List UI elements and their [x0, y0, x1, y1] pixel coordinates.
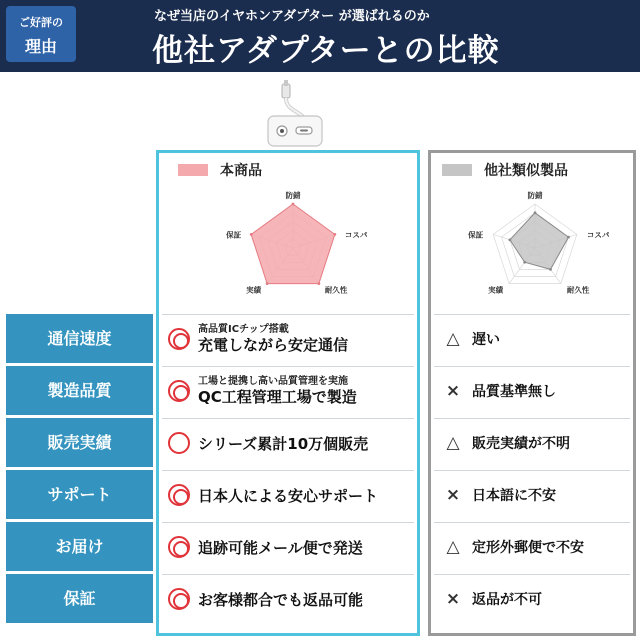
competitor-cell	[434, 522, 630, 571]
competitor-radar-point	[523, 261, 526, 264]
row-label: サポート	[6, 470, 153, 519]
cell-main-text: 追跡可能メール便で発送	[198, 538, 363, 557]
row-label: 製造品質	[6, 366, 153, 415]
triangle-mark-icon: △	[446, 537, 460, 557]
our-product-cell	[162, 574, 414, 623]
competitor-radar-axis-label: 保証	[468, 230, 484, 240]
our-product-cell-text	[198, 537, 363, 558]
row-label: 保証	[6, 574, 153, 623]
our-radar-axis-label: 実績	[246, 285, 262, 295]
our-product-cell	[162, 522, 414, 571]
cross-mark-icon: ×	[445, 381, 461, 401]
our-product-radar-chart	[218, 182, 368, 304]
competitor-radar-data-polygon	[510, 213, 569, 270]
row-label: 通信速度	[6, 314, 153, 363]
our-radar-point	[333, 233, 336, 236]
competitor-radar-chart	[460, 182, 610, 304]
cross-mark-icon: ×	[445, 485, 461, 505]
competitor-radar-axis-label: 実績	[488, 285, 504, 295]
cell-main-text: お客様都合でも返品可能	[198, 590, 364, 609]
competitor-cell	[434, 418, 630, 467]
competitor-cell	[434, 366, 630, 415]
competitor-cell-text: 販売実績が不明	[472, 436, 570, 452]
our-product-legend	[178, 160, 262, 180]
pink-swatch	[178, 164, 208, 176]
competitor-legend	[442, 160, 568, 180]
cell-subtext: 高品質ICチップ搭載	[198, 324, 289, 335]
our-product-cell	[162, 314, 414, 363]
competitor-radar-axis-label: コスパ	[586, 230, 610, 240]
double-circle-mark-icon	[168, 380, 190, 402]
cell-main-text: シリーズ累計10万個販売	[198, 434, 369, 453]
competitor-cell	[434, 470, 630, 519]
double-circle-mark-icon	[168, 536, 190, 558]
competitor-radar-point	[534, 211, 537, 214]
cell-subtext: 工場と提携し高い品質管理を実施	[198, 376, 348, 387]
badge-line1: ご好評の	[19, 16, 63, 29]
header-banner	[0, 0, 640, 72]
competitor-cell-text: 品質基準無し	[472, 384, 556, 400]
triangle-mark-icon: △	[446, 433, 460, 453]
our-product-cell-text	[198, 485, 378, 506]
header-subtitle: なぜ当店のイヤホンアダプター が選ばれるのか	[154, 9, 430, 24]
competitor-radar-point	[567, 236, 570, 239]
gray-swatch	[442, 164, 472, 176]
usb-c-audio-adapter-icon	[262, 80, 332, 150]
our-product-cell-text	[198, 375, 357, 407]
our-product-cell-text	[198, 433, 368, 454]
our-radar-axis-label: 耐久性	[324, 285, 348, 295]
our-radar-axis-label: 防錆	[285, 191, 301, 200]
competitor-radar-point	[508, 238, 511, 241]
double-circle-mark-icon	[168, 588, 190, 610]
our-radar-data-polygon	[251, 204, 335, 284]
competitor-label: 他社類似製品	[484, 163, 568, 179]
our-radar-point	[266, 282, 269, 285]
our-product-cell	[162, 470, 414, 519]
cross-mark-icon: ×	[445, 589, 461, 609]
competitor-radar-axis-label: 防錆	[527, 191, 543, 200]
circle-mark-icon	[168, 432, 190, 454]
our-radar-point	[317, 282, 320, 285]
reason-badge	[6, 6, 76, 62]
our-product-cell	[162, 366, 414, 415]
competitor-radar-axis-label: 耐久性	[566, 285, 590, 295]
cell-main-text: 充電しながら安定通信	[198, 336, 349, 354]
our-product-cell-text	[198, 323, 348, 355]
our-product-label: 本商品	[220, 163, 262, 179]
competitor-cell-text: 日本語に不安	[472, 488, 556, 504]
our-product-cell	[162, 418, 414, 467]
triangle-mark-icon: △	[446, 329, 460, 349]
competitor-cell-text: 遅い	[472, 332, 500, 348]
our-radar-axis-label: 保証	[226, 230, 242, 240]
row-label: お届け	[6, 522, 153, 571]
our-radar-point	[292, 203, 295, 206]
our-product-cell-text	[198, 589, 363, 610]
competitor-cell-text: 返品が不可	[472, 592, 542, 608]
competitor-cell	[434, 574, 630, 623]
page-title: 他社アダプターとの比較	[152, 33, 500, 69]
double-circle-mark-icon	[168, 328, 190, 350]
badge-line2: 理由	[24, 37, 57, 56]
competitor-cell-text: 定形外郵便で不安	[472, 540, 584, 556]
competitor-radar-point	[549, 268, 552, 271]
cell-main-text: 日本人による安心サポート	[198, 486, 379, 505]
row-label: 販売実績	[6, 418, 153, 467]
cell-main-text: QC工程管理工場で製造	[198, 388, 357, 406]
our-radar-axis-label: コスパ	[344, 230, 368, 240]
double-circle-mark-icon	[168, 484, 190, 506]
our-radar-point	[250, 233, 253, 236]
competitor-cell	[434, 314, 630, 363]
